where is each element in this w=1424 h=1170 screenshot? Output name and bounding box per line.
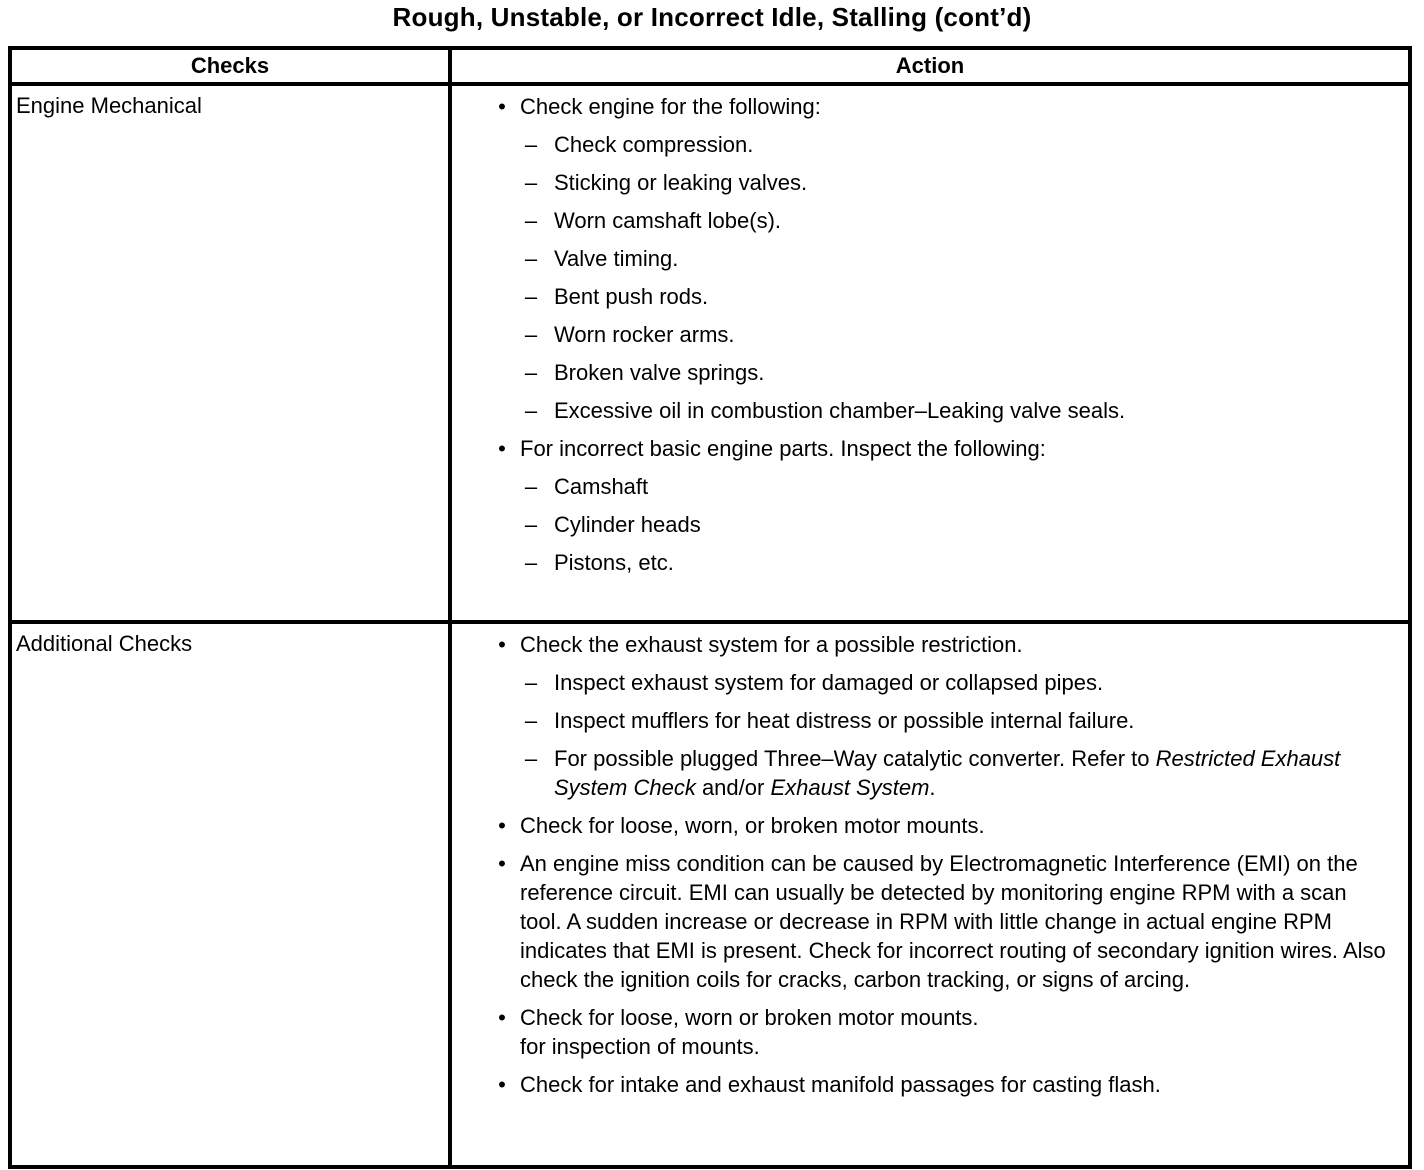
bullet-glyph: •	[498, 851, 506, 876]
dash-glyph: –	[524, 322, 538, 347]
sub-item	[520, 510, 1388, 539]
dash-glyph: –	[524, 170, 538, 195]
sub-text-suffix: .	[929, 775, 936, 800]
action-cell	[450, 84, 1410, 622]
action-item	[492, 1070, 1388, 1099]
action-cell	[450, 622, 1410, 1167]
action-item	[492, 811, 1388, 840]
reference-restricted-exhaust: Restricted Exhaust System Check	[554, 746, 1341, 800]
bullet-glyph: •	[498, 436, 506, 461]
dash-glyph: –	[524, 746, 538, 771]
bullet-glyph: •	[498, 632, 506, 657]
sub-text-prefix: For possible plugged Three–Way catalytic converter. Refer to	[554, 746, 1156, 771]
dash-glyph: –	[524, 670, 538, 695]
sub-list	[520, 668, 1388, 802]
action-item	[492, 849, 1388, 994]
bullet-glyph: •	[498, 94, 506, 119]
sub-text: Cylinder heads	[554, 512, 701, 537]
sub-text: Camshaft	[554, 474, 649, 499]
action-item	[492, 92, 1388, 425]
sub-text: Check compression.	[554, 132, 754, 157]
sub-text-mid: and/or	[695, 775, 771, 800]
check-cell: Additional Checks	[10, 622, 450, 1167]
dash-glyph: –	[524, 512, 538, 537]
reference-exhaust-system: Exhaust System	[770, 775, 930, 800]
action-text: Check engine for the following:	[520, 94, 821, 119]
action-text: An engine miss condition can be caused by Electromagnetic Interference (EMI) on the reference circuit. EMI can usually be detected by monitoring engine RPM with a scan tool. A sudden increase or decrease in RPM with little change in actual engine RPM indicates that EMI is present. Check for incorrect routing of secondary ignition wires. Also check the ignition coils for cracks, carbon tracking, or signs of arcing.	[520, 851, 1386, 992]
sub-item	[520, 668, 1388, 697]
dash-glyph: –	[524, 550, 538, 575]
dash-glyph: –	[524, 132, 538, 157]
action-text: Check the exhaust system for a possible restriction.	[520, 632, 1023, 657]
bullet-glyph: •	[498, 1072, 506, 1097]
action-list	[492, 92, 1388, 577]
action-text-continued: for inspection of mounts.	[520, 1034, 760, 1059]
dash-glyph: –	[524, 208, 538, 233]
sub-item	[520, 472, 1388, 501]
dash-glyph: –	[524, 474, 538, 499]
sub-item	[520, 396, 1388, 425]
dash-glyph: –	[524, 708, 538, 733]
table-row	[10, 622, 1410, 1167]
action-item	[492, 434, 1388, 577]
action-text: For incorrect basic engine parts. Inspect the following:	[520, 436, 1046, 461]
sub-text: Excessive oil in combustion chamber–Leaking valve seals.	[554, 398, 1126, 423]
table-row	[10, 84, 1410, 622]
check-cell: Engine Mechanical	[10, 84, 450, 622]
sub-text: Inspect exhaust system for damaged or collapsed pipes.	[554, 670, 1104, 695]
dash-glyph: –	[524, 246, 538, 271]
sub-text: Pistons, etc.	[554, 550, 674, 575]
action-text: Check for loose, worn, or broken motor mounts.	[520, 813, 985, 838]
bullet-glyph: •	[498, 813, 506, 838]
sub-text: Sticking or leaking valves.	[554, 170, 808, 195]
sub-text: Inspect mufflers for heat distress or possible internal failure.	[554, 708, 1135, 733]
sub-text: Worn camshaft lobe(s).	[554, 208, 782, 233]
action-text: Check for intake and exhaust manifold passages for casting flash.	[520, 1072, 1161, 1097]
action-list	[492, 630, 1388, 1099]
sub-text: Bent push rods.	[554, 284, 709, 309]
sub-text: Worn rocker arms.	[554, 322, 735, 347]
table-header-row	[10, 48, 1410, 84]
bullet-glyph: •	[498, 1005, 506, 1030]
action-item	[492, 630, 1388, 802]
dash-glyph: –	[524, 398, 538, 423]
sub-item	[520, 206, 1388, 235]
sub-item	[520, 130, 1388, 159]
column-header-action: Action	[450, 48, 1410, 84]
sub-item	[520, 358, 1388, 387]
sub-item	[520, 744, 1388, 802]
action-item	[492, 1003, 1388, 1061]
sub-item	[520, 282, 1388, 311]
sub-item	[520, 548, 1388, 577]
sub-list	[520, 472, 1388, 577]
sub-list	[520, 130, 1388, 425]
sub-item	[520, 168, 1388, 197]
diagnostic-table	[8, 46, 1412, 1169]
sub-text: Valve timing.	[554, 246, 679, 271]
sub-item	[520, 320, 1388, 349]
dash-glyph: –	[524, 284, 538, 309]
sub-item	[520, 244, 1388, 273]
column-header-checks: Checks	[10, 48, 450, 84]
sub-item	[520, 706, 1388, 735]
page-title: Rough, Unstable, or Incorrect Idle, Stalling (cont’d)	[392, 2, 1032, 32]
sub-text: Broken valve springs.	[554, 360, 765, 385]
action-text: Check for loose, worn or broken motor mounts.	[520, 1005, 979, 1030]
dash-glyph: –	[524, 360, 538, 385]
